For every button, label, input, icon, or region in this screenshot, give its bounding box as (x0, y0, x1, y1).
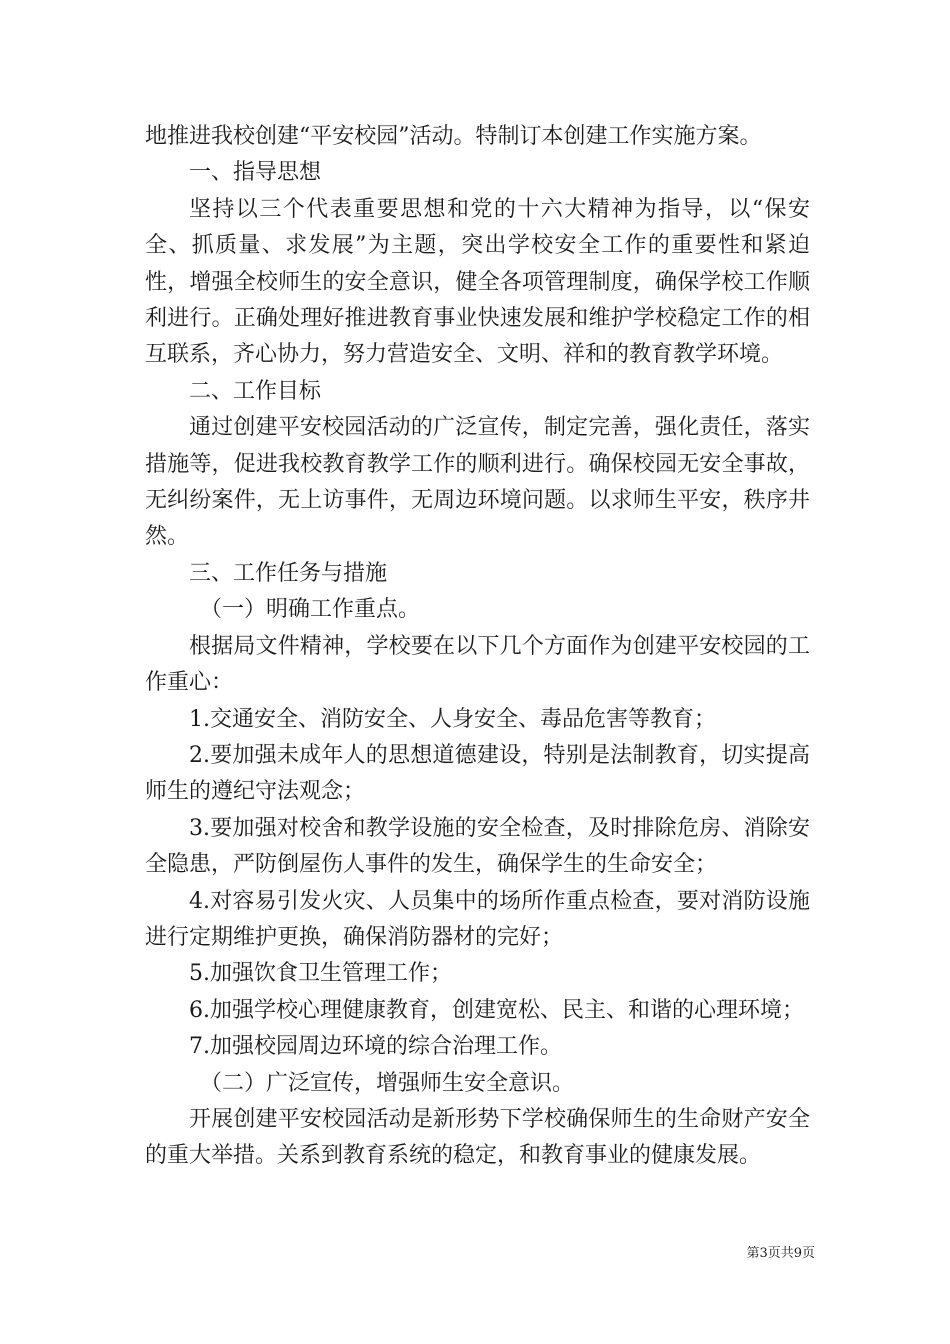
subsection-heading-publicity: （二）广泛宣传，增强师生安全意识。 (200, 1070, 575, 1096)
section-heading-tasks-measures: 三、工作任务与措施 (189, 560, 388, 586)
list-item-1: 1.交通安全、消防安全、人身安全、毒品危害等教育； (189, 706, 716, 732)
page-number-footer: 第3页共9页 (746, 1246, 815, 1261)
subsection-heading-work-focus: （一）明确工作重点。 (200, 597, 421, 623)
list-item-4: 4.对容易引发火灾、人员集中的场所作重点检查，要对消防设施进行定期维护更换，确保消防器材的完好； (145, 888, 810, 950)
list-item-2: 2.要加强未成年人的思想道德建设，特别是法制教育，切实提高师生的遵纪守法观念； (145, 742, 810, 805)
list-item-6: 6.加强学校心理健康教育，创建宽松、民主、和谐的心理环境； (189, 997, 804, 1023)
list-item-7: 7.加强校园周边环境的综合治理工作。 (189, 1034, 562, 1060)
section-heading-guiding-ideology: 一、指导思想 (189, 160, 322, 186)
paragraph-continuation: 地推进我校创建“平安校园”活动。特制订本创建工作实施方案。 (145, 124, 762, 149)
list-item-3: 3.要加强对校舍和教学设施的安全检查，及时排除危房、消除安全隐患，严防倒屋伤人事件的发生，确保学生的生命安全； (145, 815, 810, 878)
paragraph-work-focus-intro: 根据局文件精神，学校要在以下几个方面作为创建平安校园的工作重心： (145, 633, 810, 696)
paragraph-publicity: 开展创建平安校园活动是新形势下学校确保师生的生命财产安全的重大举措。关系到教育系统的稳定，和教育事业的健康发展。 (145, 1106, 810, 1169)
paragraph-guiding-ideology: 坚持以三个代表重要思想和党的十六大精神为指导，以“保安全、抓质量、求发展”为主题，突出学校安全工作的重要性和紧迫性，增强全校师生的安全意识，健全各项管理制度，确保学校工作顺利进行。正确处理好推进教育事业快速发展和维护学校稳定工作的相互联系，齐心协力，努力营造安全、文明、祥和的教育教学环境。 (145, 196, 810, 368)
list-item-5: 5.加强饮食卫生管理工作； (189, 961, 452, 987)
paragraph-work-goals: 通过创建平安校园活动的广泛宣传，制定完善，强化责任，落实措施等，促进我校教育教学工作的顺利进行。确保校园无安全事故，无纠纷案件，无上访事件，无周边环境问题。以求师生平安，秩序井然。 (145, 415, 810, 550)
document-body (145, 119, 810, 1175)
section-heading-work-goals: 二、工作目标 (189, 378, 322, 404)
